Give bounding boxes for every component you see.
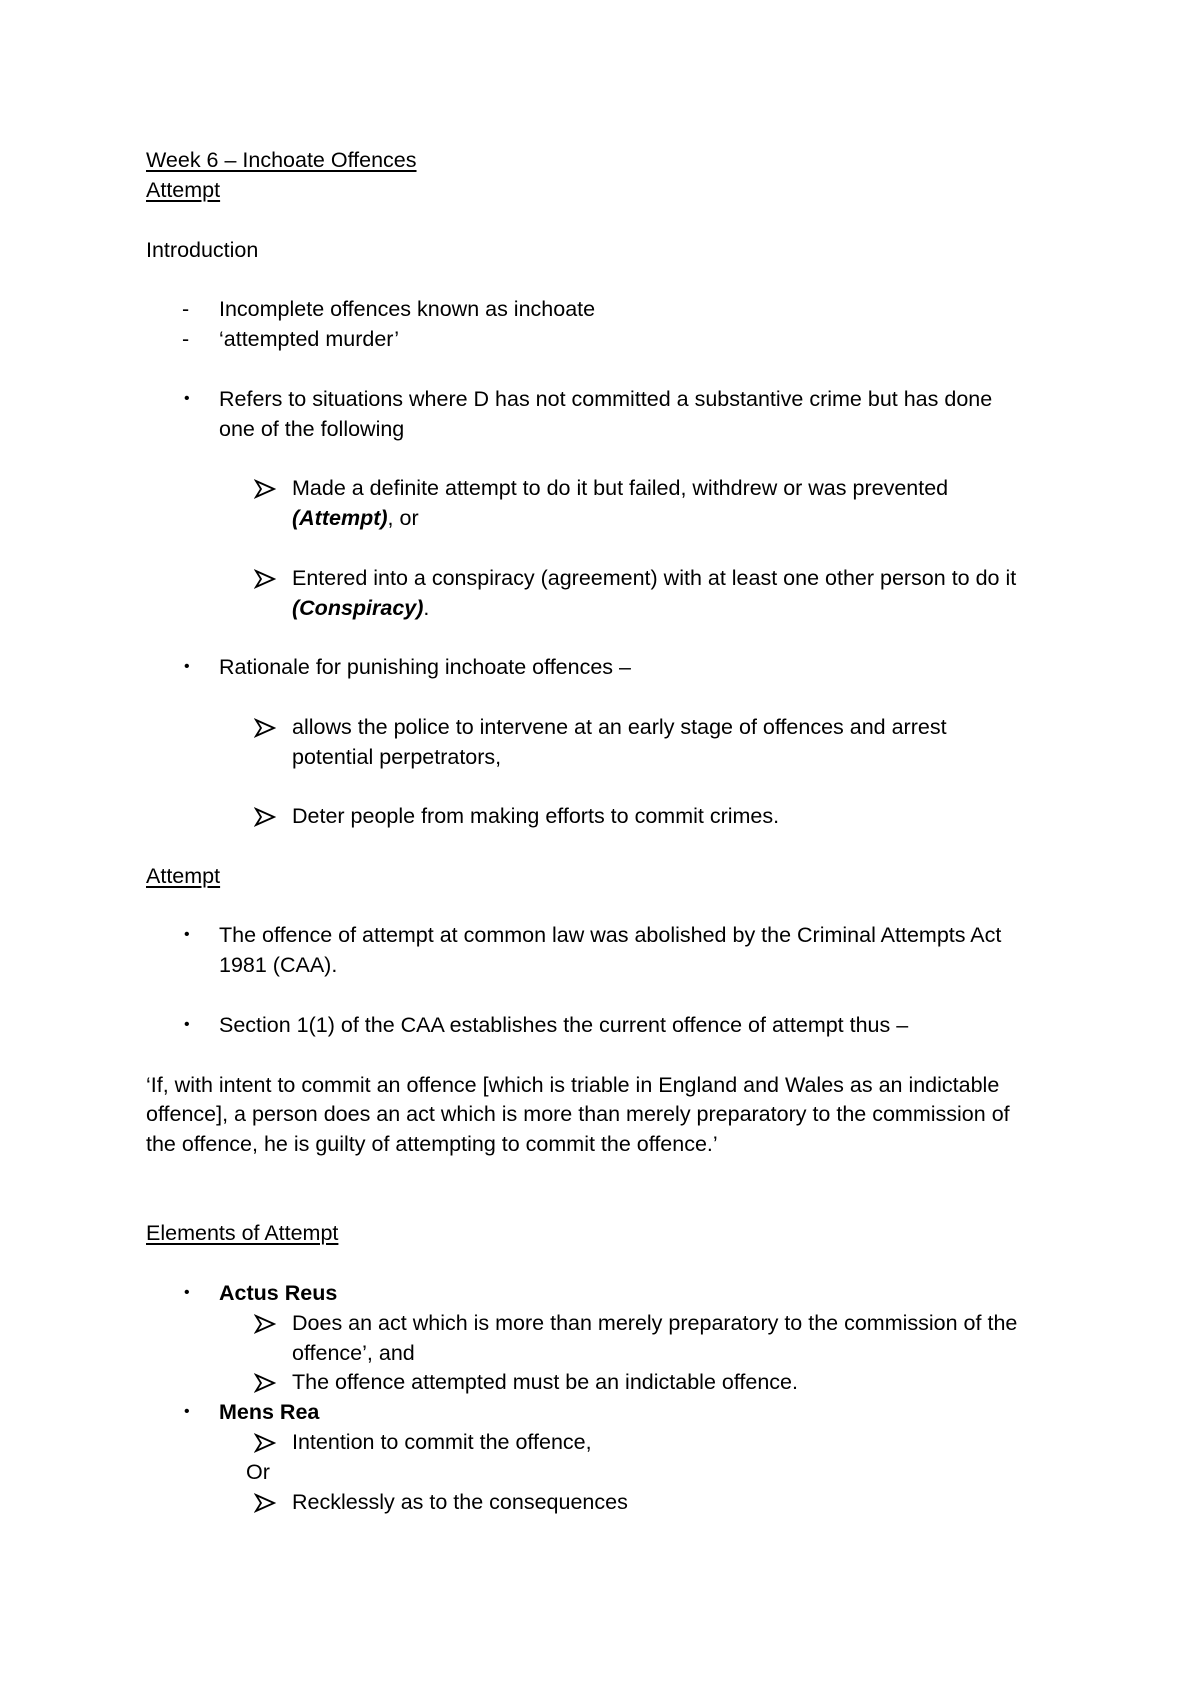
arrow-item-text: allows the police to intervene at an early stage of offences and arrest	[292, 715, 947, 739]
intro-dash-item: Incomplete offences known as inchoate	[219, 297, 596, 321]
emphasis-conspiracy: (Conspiracy)	[292, 596, 424, 620]
page-title: Week 6 – Inchoate Offences	[146, 148, 417, 172]
mens-rea-label: Mens Rea	[219, 1400, 320, 1424]
arrow-item-text: Entered into a conspiracy (agreement) with at least one other person to do it	[292, 566, 1017, 590]
arrowhead-icon	[254, 801, 276, 831]
arrow-item-text	[292, 503, 419, 533]
arrowhead-icon	[254, 1427, 276, 1457]
emphasis-attempt: (Attempt)	[292, 506, 388, 530]
bullet-text: The offence of attempt at common law was abolished by the Criminal Attempts Act	[219, 923, 1002, 947]
arrow-item-text: Recklessly as to the consequences	[292, 1490, 628, 1514]
statute-quote-line: ‘If, with intent to commit an offence [which is triable in England and Wales as an indictable	[146, 1073, 1000, 1097]
bullet-icon: •	[184, 1016, 190, 1033]
actus-reus-label: Actus Reus	[219, 1281, 338, 1305]
intro-heading: Introduction	[146, 238, 259, 262]
statute-quote-line: the offence, he is guilty of attempting to commit the offence.’	[146, 1132, 718, 1156]
arrowhead-icon	[254, 1367, 276, 1397]
dash-icon: -	[182, 297, 190, 321]
bullet-text: Rationale for punishing inchoate offences –	[219, 655, 631, 679]
bullet-icon: •	[184, 1403, 190, 1420]
arrow-item-text: potential perpetrators,	[292, 745, 502, 769]
section-heading-elements: Elements of Attempt	[146, 1221, 339, 1245]
arrow-item-tail: .	[423, 596, 430, 620]
section-heading-attempt: Attempt	[146, 864, 221, 888]
arrow-item-tail: , or	[387, 506, 419, 530]
arrowhead-icon	[254, 712, 276, 742]
subtitle-attempt: Attempt	[146, 178, 221, 202]
arrow-item-text	[292, 593, 429, 623]
arrowhead-icon	[254, 1487, 276, 1517]
arrowhead-icon	[254, 1308, 276, 1338]
bullet-icon: •	[184, 1284, 190, 1301]
arrowhead-icon	[254, 473, 276, 503]
arrow-item-text: Intention to commit the offence,	[292, 1430, 592, 1454]
statute-quote-line: offence], a person does an act which is more than merely preparatory to the commission of	[146, 1102, 1010, 1126]
arrow-item-text: Does an act which is more than merely preparatory to the commission of the	[292, 1311, 1018, 1335]
bullet-icon: •	[184, 658, 190, 675]
bullet-text: one of the following	[219, 417, 405, 441]
arrow-item-text: Made a definite attempt to do it but failed, withdrew or was prevented	[292, 476, 949, 500]
bullet-text: Refers to situations where D has not committed a substantive crime but has done	[219, 387, 993, 411]
dash-icon: -	[182, 327, 190, 351]
bullet-icon: •	[184, 390, 190, 407]
bullet-text: 1981 (CAA).	[219, 953, 338, 977]
or-connector: Or	[246, 1460, 270, 1484]
bullet-text: Section 1(1) of the CAA establishes the current offence of attempt thus –	[219, 1013, 909, 1037]
arrowhead-icon	[254, 563, 276, 593]
bullet-icon: •	[184, 926, 190, 943]
arrow-item-text: offence’, and	[292, 1341, 415, 1365]
arrow-item-text: The offence attempted must be an indictable offence.	[292, 1370, 798, 1394]
arrow-item-text: Deter people from making efforts to commit crimes.	[292, 804, 780, 828]
intro-dash-item: ‘attempted murder’	[219, 327, 400, 351]
